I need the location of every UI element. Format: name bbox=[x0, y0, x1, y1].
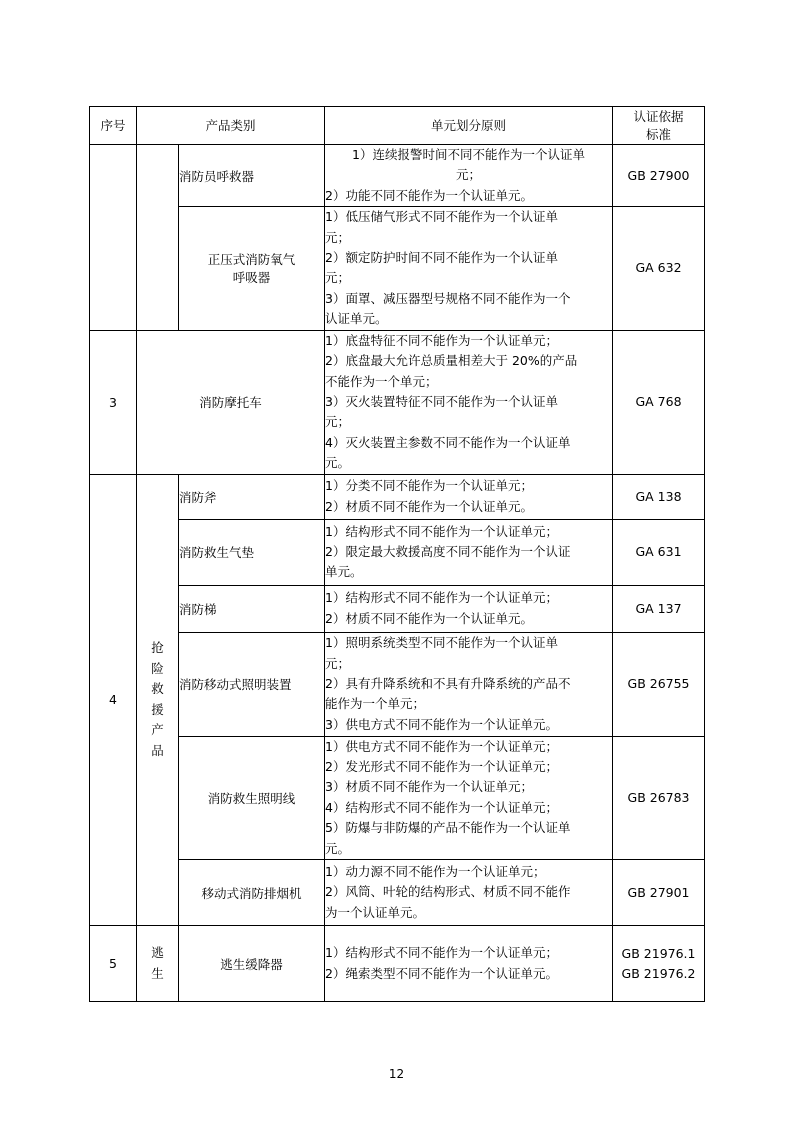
row-no: 3 bbox=[90, 330, 137, 474]
product-name-line: 呼吸器 bbox=[232, 270, 271, 286]
certification-unit-table bbox=[89, 106, 705, 1002]
rule-line: 3）面罩、减压器型号规格不同不能作为一个 bbox=[325, 290, 571, 306]
standard-cell: GB 26755 bbox=[613, 632, 705, 736]
rule-line: 认证单元。 bbox=[325, 311, 388, 327]
table-row bbox=[90, 519, 705, 585]
rule-line: 元。 bbox=[325, 455, 351, 471]
rule-line: 1）照明系统类型不同不能作为一个认证单 bbox=[325, 635, 558, 651]
group-cell bbox=[137, 926, 179, 1002]
rule-line: 1）分类不同不能作为一个认证单元； bbox=[325, 478, 533, 494]
rules-cell bbox=[325, 632, 613, 736]
standard-cell: GB 26783 bbox=[613, 736, 705, 859]
rule-line: 元； bbox=[456, 167, 482, 183]
group-label-vertical: 抢险救援产品 bbox=[151, 640, 164, 758]
standard-cell: GA 137 bbox=[613, 585, 705, 632]
rules-cell bbox=[325, 474, 613, 519]
rule-line: 元； bbox=[325, 655, 351, 671]
table-row bbox=[90, 330, 705, 474]
product-name: 移动式消防排烟机 bbox=[179, 860, 325, 926]
rule-line: 1）供电方式不同不能作为一个认证单元； bbox=[325, 738, 558, 754]
rule-line: 2）发光形式不同不能作为一个认证单元； bbox=[325, 759, 558, 775]
rule-line: 2）绳索类型不同不能作为一个认证单元。 bbox=[325, 965, 558, 981]
product-name bbox=[179, 207, 325, 330]
header-no: 序号 bbox=[90, 107, 137, 145]
product-name: 消防救生气垫 bbox=[179, 519, 325, 585]
rule-line: 2）材质不同不能作为一个认证单元。 bbox=[325, 610, 533, 626]
rule-line: 1）连续报警时间不同不能作为一个认证单 bbox=[352, 147, 585, 162]
table-row bbox=[90, 585, 705, 632]
row-no: 4 bbox=[90, 474, 137, 925]
rule-line: 2）底盘最大允许总质量相差大于 20%的产品 bbox=[325, 353, 578, 369]
table-row bbox=[90, 736, 705, 859]
rule-line: 2）材质不同不能作为一个认证单元。 bbox=[325, 498, 533, 514]
row-no: 5 bbox=[90, 926, 137, 1002]
rule-line: 1）结构形式不同不能作为一个认证单元； bbox=[325, 523, 558, 539]
standard-cell: GA 631 bbox=[613, 519, 705, 585]
group-cell-continued bbox=[137, 145, 179, 331]
rule-line: 能作为一个单元； bbox=[325, 696, 426, 712]
product-name: 消防员呼救器 bbox=[179, 145, 325, 207]
rules-cell bbox=[325, 330, 613, 474]
group-label-vertical: 逃生 bbox=[151, 945, 164, 981]
table-row bbox=[90, 145, 705, 207]
rules-cell bbox=[325, 145, 613, 207]
rules-cell bbox=[325, 926, 613, 1002]
rule-line: 3）材质不同不能作为一个认证单元； bbox=[325, 779, 533, 795]
rule-line: 1）结构形式不同不能作为一个认证单元； bbox=[325, 945, 558, 961]
page-number: 12 bbox=[388, 1067, 405, 1081]
header-standard-line2: 标准 bbox=[646, 126, 672, 142]
rules-cell bbox=[325, 519, 613, 585]
header-standard bbox=[613, 107, 705, 145]
product-name: 消防梯 bbox=[179, 585, 325, 632]
rule-line: 1）底盘特征不同不能作为一个认证单元； bbox=[325, 332, 558, 348]
standard-cell: GA 138 bbox=[613, 474, 705, 519]
rules-cell bbox=[325, 207, 613, 330]
table-row bbox=[90, 860, 705, 926]
rule-line: 4）结构形式不同不能作为一个认证单元； bbox=[325, 799, 558, 815]
standard-cell: GB 27901 bbox=[613, 860, 705, 926]
rule-line: 不能作为一个单元； bbox=[325, 373, 438, 389]
rules-cell bbox=[325, 736, 613, 859]
product-name: 逃生缓降器 bbox=[179, 926, 325, 1002]
table-header-row bbox=[90, 107, 705, 145]
row-no-cell-continued bbox=[90, 145, 137, 331]
standard-line: GB 21976.2 bbox=[621, 965, 696, 981]
group-cell bbox=[137, 474, 179, 925]
standard-cell: GA 768 bbox=[613, 330, 705, 474]
rule-line: 2）功能不同不能作为一个认证单元。 bbox=[325, 187, 533, 203]
rule-line: 单元。 bbox=[325, 564, 363, 580]
rule-line: 2）风筒、叶轮的结构形式、材质不同不能作 bbox=[325, 884, 571, 900]
standard-cell: GB 27900 bbox=[613, 145, 705, 207]
rule-line: 3）灭火装置特征不同不能作为一个认证单 bbox=[325, 393, 558, 409]
standard-cell: GA 632 bbox=[613, 207, 705, 330]
standard-line: GB 21976.1 bbox=[621, 945, 696, 961]
table-row bbox=[90, 632, 705, 736]
rules-cell bbox=[325, 860, 613, 926]
rule-line: 1）低压储气形式不同不能作为一个认证单 bbox=[325, 209, 558, 225]
product-name: 消防斧 bbox=[179, 474, 325, 519]
table-row bbox=[90, 474, 705, 519]
table-row bbox=[90, 207, 705, 330]
rule-line: 2）额定防护时间不同不能作为一个认证单 bbox=[325, 250, 558, 266]
rule-line: 元； bbox=[325, 229, 351, 245]
rule-line: 2）具有升降系统和不具有升降系统的产品不 bbox=[325, 675, 571, 691]
header-principle: 单元划分原则 bbox=[325, 107, 613, 145]
product-name: 消防救生照明线 bbox=[179, 736, 325, 859]
rule-line: 元； bbox=[325, 414, 351, 430]
rules-cell bbox=[325, 585, 613, 632]
rule-line: 4）灭火装置主参数不同不能作为一个认证单 bbox=[325, 434, 571, 450]
table-row bbox=[90, 926, 705, 1002]
header-standard-line1: 认证依据 bbox=[633, 108, 684, 124]
rule-line: 2）限定最大救援高度不同不能作为一个认证 bbox=[325, 543, 571, 559]
standard-cell bbox=[613, 926, 705, 1002]
rule-line: 1）动力源不同不能作为一个认证单元； bbox=[325, 863, 546, 879]
rule-line: 3）供电方式不同不能作为一个认证单元。 bbox=[325, 716, 558, 732]
product-name: 消防移动式照明装置 bbox=[179, 632, 325, 736]
rule-line: 元。 bbox=[325, 840, 351, 856]
rule-line: 1）结构形式不同不能作为一个认证单元； bbox=[325, 590, 558, 606]
product-name: 消防摩托车 bbox=[137, 330, 325, 474]
product-name-line: 正压式消防氧气 bbox=[207, 252, 296, 268]
header-category: 产品类别 bbox=[137, 107, 325, 145]
rule-line: 5）防爆与非防爆的产品不能作为一个认证单 bbox=[325, 820, 571, 836]
rule-line: 元； bbox=[325, 270, 351, 286]
rule-line: 为一个认证单元。 bbox=[325, 904, 426, 920]
